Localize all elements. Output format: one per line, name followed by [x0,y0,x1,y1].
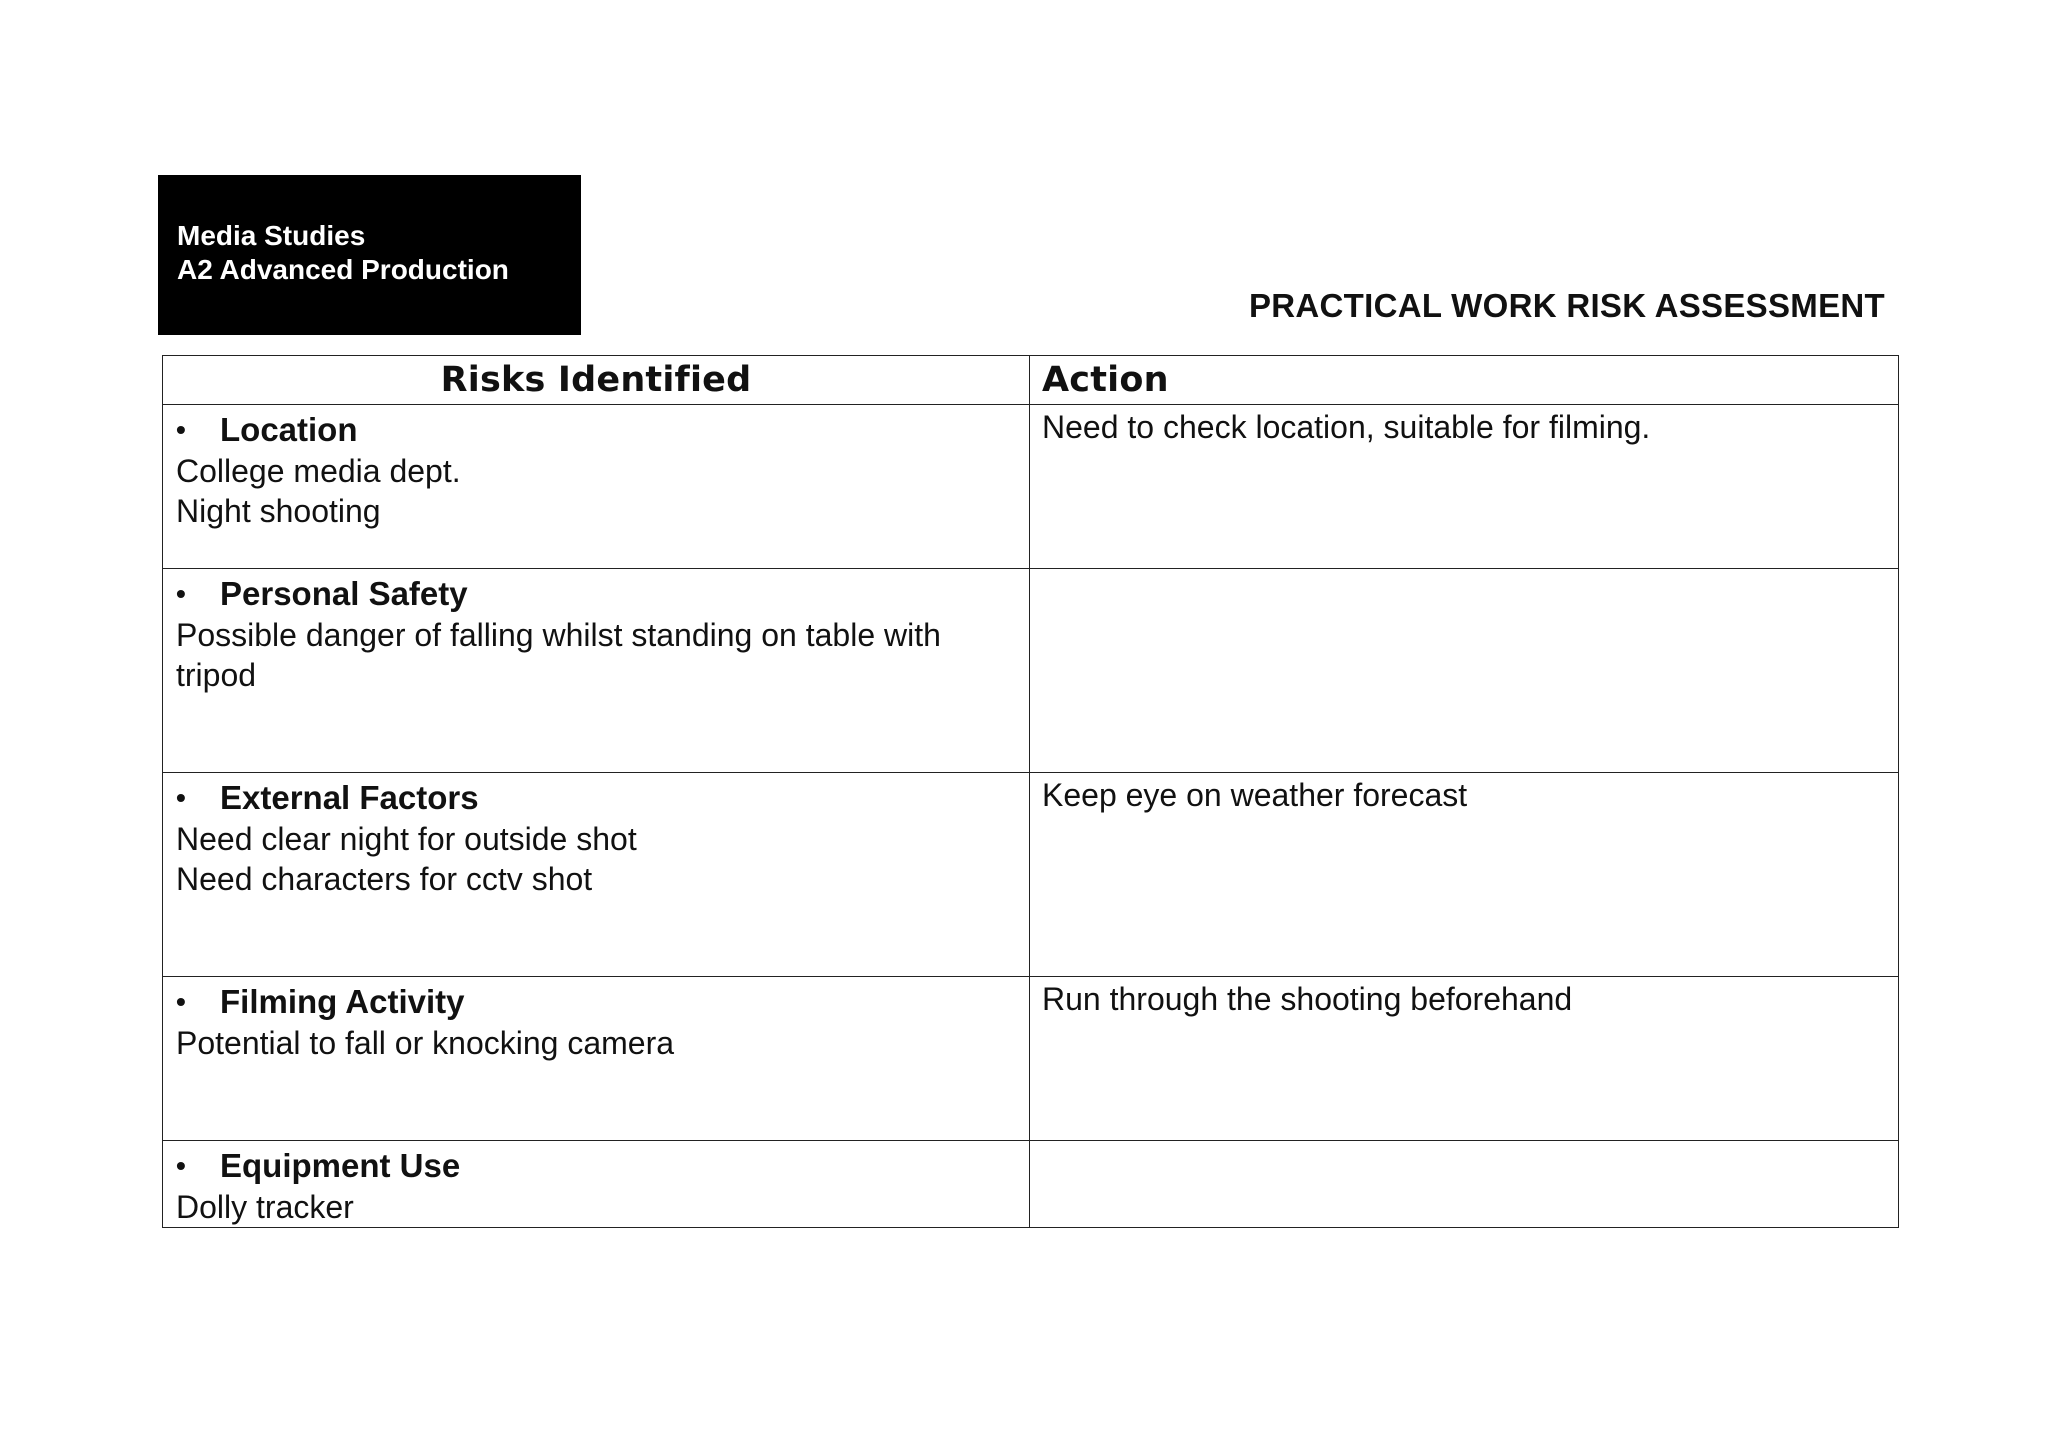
risk-heading [176,981,1017,1023]
course-subject: Media Studies [177,220,366,251]
bullet-icon: • [176,986,186,1017]
risk-heading [176,409,1017,451]
action-cell [1030,773,1899,977]
risk-cell [163,1141,1030,1228]
document-title: PRACTICAL WORK RISK ASSESSMENT [1248,287,1885,324]
table-row [163,977,1899,1141]
risk-heading [176,573,1017,615]
risk-detail: Need characters for cctv shot [176,861,593,897]
risk-heading-label: Equipment Use [220,1147,461,1184]
risk-detail: Dolly tracker [176,1189,354,1225]
risk-detail: Possible danger of falling whilst standing on table with tripod [176,617,941,693]
action-text: Run through the shooting beforehand [1042,981,1573,1017]
risk-detail: Potential to fall or knocking camera [176,1025,675,1061]
table-row [163,569,1899,773]
header-action: Action [1030,356,1899,405]
risk-heading-label: Location [220,411,358,448]
table-row [163,1141,1899,1228]
table-row [163,773,1899,977]
risk-heading-label: External Factors [220,779,479,816]
risk-cell [163,405,1030,569]
risk-detail: Need clear night for outside shot [176,821,637,857]
action-cell [1030,569,1899,773]
action-text: Need to check location, suitable for filming. [1042,409,1651,445]
risk-heading [176,1145,1017,1187]
risk-detail: Night shooting [176,493,381,529]
action-cell [1030,977,1899,1141]
bullet-icon: • [176,414,186,445]
risk-cell [163,977,1030,1141]
course-header-box [158,175,581,335]
header-risks-identified: Risks Identified [163,356,1030,405]
bullet-icon: • [176,1150,186,1181]
action-cell [1030,405,1899,569]
risk-heading-label: Filming Activity [220,983,465,1020]
risk-detail: College media dept. [176,453,461,489]
course-level: A2 Advanced Production [177,254,509,285]
table-row [163,405,1899,569]
action-text: Keep eye on weather forecast [1042,777,1468,813]
risk-heading [176,777,1017,819]
risk-heading-label: Personal Safety [220,575,468,612]
bullet-icon: • [176,578,186,609]
bullet-icon: • [176,782,186,813]
table-header-row [163,356,1899,405]
risk-cell [163,569,1030,773]
action-cell [1030,1141,1899,1228]
risk-assessment-table [162,355,1899,1228]
risk-cell [163,773,1030,977]
